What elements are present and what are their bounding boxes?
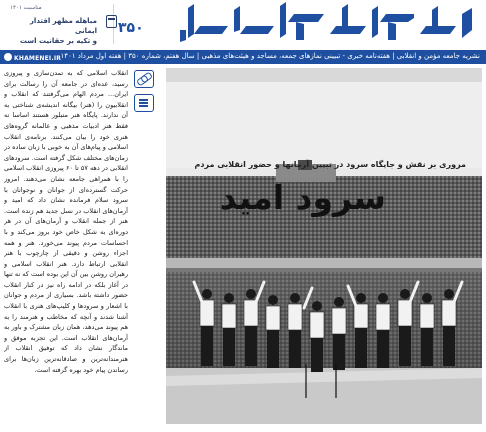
article-body: انقلاب اسلامی که به تمدن‌سازی و پیروزی رسید، عده‌ای در جامعه آن را رسالت برای ایران... مردم الهام می‌گرفتند که انقلاب و انقلابیون را (هنر) بیگانه اندیشه‌ی شناختی به آن ندارند. پایگاه هنر متبلور هستند اساسا نه فقط هنر ادبیات مذهبی و عالمانه گروه‌های هنری خود را بیان می‌کنند. برنامه‌ی انقلاب اسلامی و پیام‌های آن به خوبی با زبان ساده در زمان‌های مختلف شکل گرفته است. سرودهای انقلابی در دهه ۵۷ تا ۶۰ پیروزی انقلاب اسلامی را با همراهی جامعه نشان می‌دهند. امروز حرکت گسترده‌ای از جوانان و نوجوانان با سرود سلام فرمانده نشان داد که امید و آرمان‌های انقلاب در نسل جدید هم زنده است. هنر از جمله انقلاب و آرمان‌های آن در هر دوره‌ای به شکل خاص خود بروز می‌کند و با احساسات مردم پیوند می‌خورد. هنر و همه اجزاء روشن و دقیقی از چارچوب با هنر انقلابی ارتباط دارد. هنر انقلاب اسلامی و رهبران روشن بین آن این بوده است که نه تنها در آغاز بلکه در ادامه راه نیز در کنار انقلاب حضور داشته باشد. بسیاری از مردم و جوانان با اشعار و سرودها و کلیپ‌های هنری با انقلاب آشنا شدند و آنچه که مخاطب و هنرمند را به هم پیوند می‌دهد، همان زبان مشترک و باور به آرمان‌های انقلاب است. این تجربه موفق و ماندگار نشان داد که توفیق انقلاب از هنرمندانه‌ترین و صادقانه‌ترین زبان‌ها برای رساندن پیام خود بهره گرفته است.: [4, 69, 128, 374]
logo-calligraphy: [176, 0, 474, 48]
article-headline: سرود امید: [219, 178, 386, 217]
publication-logo: [176, 0, 474, 48]
site-link[interactable]: [4, 53, 61, 62]
subtitle-text: نشریه جامعه مؤمن و انقلابی | هفته‌نامه خبری - تبیینی نمازهای جمعه، مساجد و هیئت‌های مذهبی | سال هفتم، شماره ۳۵۰ | هفته اول مرداد ۱۴۰۱: [60, 52, 480, 60]
link-icon[interactable]: [134, 70, 154, 88]
masthead-side-box: [6, 4, 114, 44]
subtitle-bar: [0, 50, 486, 64]
cover-photo: [166, 68, 482, 424]
site-name: KHAMENEI.IR: [14, 54, 62, 62]
site-globe-icon: [4, 53, 12, 61]
masthead: [0, 0, 486, 48]
stadium-illustration: [166, 68, 482, 424]
side-date: مناسبت ۱۴۰۱: [10, 5, 42, 11]
document-icon[interactable]: [134, 94, 154, 112]
issue-number: ۳۵۰: [118, 20, 144, 36]
article-tools: [130, 70, 158, 118]
side-title: مباهله مظهر اقتدار ایمانی و تکیه بر حقانیت است: [19, 17, 97, 45]
calendar-icon: [106, 15, 117, 28]
article-column: [4, 68, 128, 432]
article-kicker: مروری بر نقش و جایگاه سرود در تبیین آرمانها و حضور انقلابی مردم: [194, 160, 466, 169]
